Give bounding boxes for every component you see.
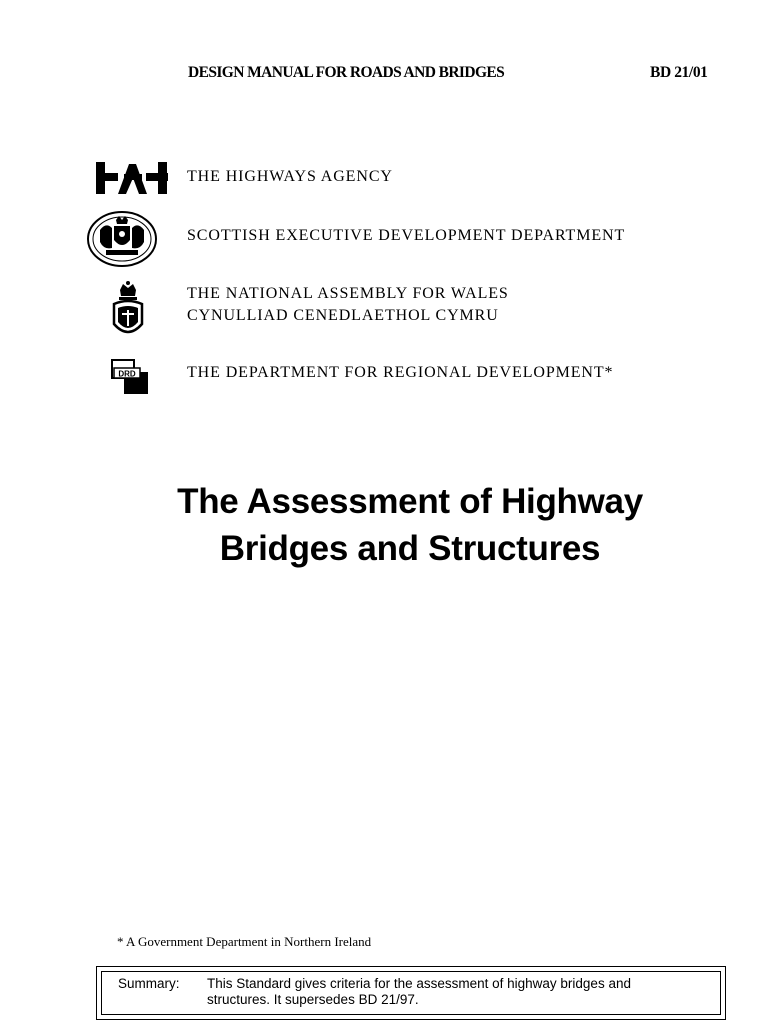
document-title-line-2: Bridges and Structures bbox=[219, 529, 601, 568]
scottish-royal-arms-logo bbox=[86, 210, 158, 268]
document-code: BD 21/01 bbox=[650, 64, 708, 81]
welsh-crest-logo bbox=[108, 280, 148, 342]
document-title bbox=[100, 478, 720, 572]
footnote: * A Government Department in Northern Ireland bbox=[117, 934, 372, 949]
org-regional-development: THE DEPARTMENT FOR REGIONAL DEVELOPMENT* bbox=[187, 364, 614, 381]
org-cynulliad-cymru: CYNULLIAD CENEDLAETHOL CYMRU bbox=[187, 307, 499, 324]
document-title-line-1: The Assessment of Highway bbox=[177, 482, 643, 521]
summary-text-line-2: structures. It supersedes BD 21/97. bbox=[207, 992, 419, 1007]
summary-text-line-1: This Standard gives criteria for the assessment of highway bridges and bbox=[207, 976, 631, 991]
org-highways-agency: THE HIGHWAYS AGENCY bbox=[187, 168, 393, 185]
document-series-title: DESIGN MANUAL FOR ROADS AND BRIDGES bbox=[188, 64, 505, 81]
summary-text bbox=[207, 976, 707, 1008]
summary-label: Summary: bbox=[118, 976, 180, 991]
drd-logo bbox=[110, 358, 150, 396]
org-scottish-executive: SCOTTISH EXECUTIVE DEVELOPMENT DEPARTMENT bbox=[187, 227, 626, 244]
svg-text:DRD: DRD bbox=[118, 369, 136, 379]
org-national-assembly-wales: THE NATIONAL ASSEMBLY FOR WALES bbox=[187, 285, 509, 302]
highways-agency-logo bbox=[96, 160, 168, 196]
